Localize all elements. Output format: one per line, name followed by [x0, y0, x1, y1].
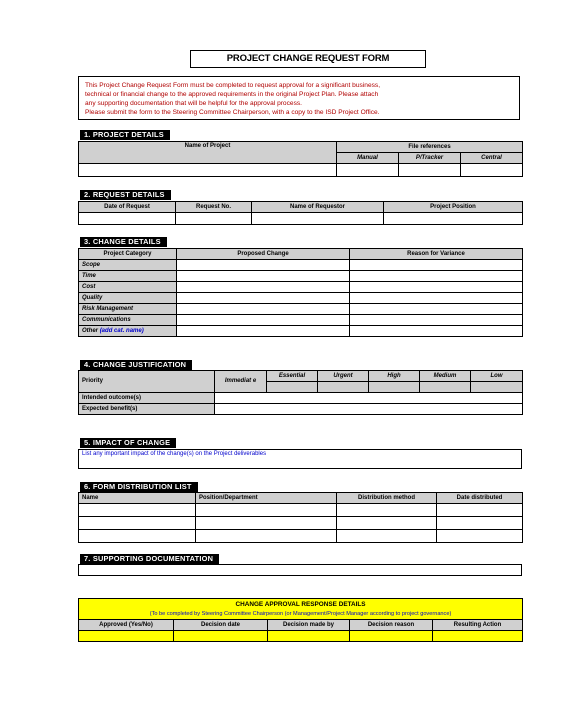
dist-date-cell[interactable] — [437, 504, 523, 517]
priority-essential-cell[interactable] — [267, 382, 318, 393]
proposed-change-cell[interactable] — [177, 293, 350, 304]
priority-immediate: Immediat e — [215, 371, 267, 393]
category-other — [79, 326, 177, 337]
priority-essential: Essential — [267, 371, 318, 382]
intended-outcome-label: Intended outcome(s) — [79, 393, 215, 404]
priority-low: Low — [471, 371, 523, 382]
change-details-table — [78, 248, 523, 337]
reason-cell[interactable] — [350, 271, 523, 282]
dist-position-cell[interactable] — [196, 504, 337, 517]
decision-by-cell[interactable] — [268, 631, 350, 642]
approval-subtitle: (To be completed by Steering Committee Chairperson (or Management/Project Manager according to project governance) — [79, 609, 523, 620]
central-cell[interactable] — [461, 164, 523, 177]
project-position-cell[interactable] — [384, 213, 523, 225]
requestor-cell[interactable] — [252, 213, 384, 225]
approved-cell[interactable] — [79, 631, 174, 642]
decision-date-header: Decision date — [174, 620, 268, 631]
approval-table — [78, 598, 523, 642]
section-heading-project-details: 1. PROJECT DETAILS — [80, 130, 170, 140]
impact-note: List any important impact of the change(s) on the Project deliverables — [82, 451, 267, 457]
category-cost: Cost — [79, 282, 177, 293]
expected-benefit-label: Expected benefit(s) — [79, 404, 215, 415]
form-title: PROJECT CHANGE REQUEST FORM — [190, 50, 426, 68]
dist-position-cell[interactable] — [196, 517, 337, 530]
expected-benefit-cell[interactable] — [215, 404, 523, 415]
proposed-change-cell[interactable] — [177, 260, 350, 271]
dist-name-header: Name — [79, 493, 196, 504]
priority-urgent: Urgent — [318, 371, 369, 382]
change-justification-table — [78, 370, 523, 415]
project-position-header: Project Position — [384, 202, 523, 213]
project-category-header: Project Category — [79, 249, 177, 260]
request-details-table — [78, 201, 523, 225]
intro-box — [78, 76, 520, 120]
date-of-request-header: Date of Request — [79, 202, 176, 213]
priority-medium-cell[interactable] — [420, 382, 471, 393]
dist-date-cell[interactable] — [437, 517, 523, 530]
dist-name-cell[interactable] — [79, 530, 196, 543]
reason-cell[interactable] — [350, 282, 523, 293]
category-risk-management: Risk Management — [79, 304, 177, 315]
request-no-header: Request No. — [176, 202, 252, 213]
decision-by-header: Decision made by — [268, 620, 350, 631]
decision-reason-header: Decision reason — [350, 620, 433, 631]
dist-method-cell[interactable] — [337, 504, 437, 517]
ptracker-header: P/Tracker — [399, 153, 461, 164]
name-of-project-header: Name of Project — [79, 142, 337, 164]
date-of-request-cell[interactable] — [79, 213, 176, 225]
category-time: Time — [79, 271, 177, 282]
reason-cell[interactable] — [350, 304, 523, 315]
dist-name-cell[interactable] — [79, 504, 196, 517]
proposed-change-header: Proposed Change — [177, 249, 350, 260]
priority-label: Priority — [79, 371, 215, 393]
distribution-table — [78, 492, 523, 543]
dist-date-cell[interactable] — [437, 530, 523, 543]
category-scope: Scope — [79, 260, 177, 271]
section-heading-change-justification: 4. CHANGE JUSTIFICATION — [80, 360, 192, 370]
reason-cell[interactable] — [350, 293, 523, 304]
project-details-table — [78, 141, 523, 177]
proposed-change-cell[interactable] — [177, 282, 350, 293]
resulting-action-header: Resulting Action — [433, 620, 523, 631]
impact-cell[interactable] — [79, 450, 522, 469]
approval-title: CHANGE APPROVAL RESPONSE DETAILS — [79, 599, 523, 610]
section-heading-impact: 5. IMPACT OF CHANGE — [80, 438, 176, 448]
priority-high-cell[interactable] — [369, 382, 420, 393]
proposed-change-cell[interactable] — [177, 271, 350, 282]
section-heading-distribution: 6. FORM DISTRIBUTION LIST — [80, 482, 198, 492]
reason-cell[interactable] — [350, 315, 523, 326]
requestor-header: Name of Requestor — [252, 202, 384, 213]
reason-variance-header: Reason for Variance — [350, 249, 523, 260]
file-references-header: File references — [337, 142, 523, 153]
intro-line: This Project Change Request Form must be completed to request approval for a significant business, — [85, 82, 381, 89]
reason-cell[interactable] — [350, 260, 523, 271]
intro-line: technical or financial change to the approved requirements in the original Project Plan. Please attach — [85, 91, 379, 98]
dist-date-header: Date distributed — [437, 493, 523, 504]
other-note: (add cat. name) — [99, 327, 144, 334]
ptracker-cell[interactable] — [399, 164, 461, 177]
category-communications: Communications — [79, 315, 177, 326]
dist-method-cell[interactable] — [337, 517, 437, 530]
priority-urgent-cell[interactable] — [318, 382, 369, 393]
intro-line: any supporting documentation that will be helpful for the approval process. — [85, 100, 302, 107]
dist-position-cell[interactable] — [196, 530, 337, 543]
decision-reason-cell[interactable] — [350, 631, 433, 642]
proposed-change-cell[interactable] — [177, 326, 350, 337]
reason-cell[interactable] — [350, 326, 523, 337]
request-no-cell[interactable] — [176, 213, 252, 225]
supporting-documentation-box[interactable] — [78, 564, 522, 576]
dist-method-header: Distribution method — [337, 493, 437, 504]
priority-low-cell[interactable] — [471, 382, 523, 393]
priority-medium: Medium — [420, 371, 471, 382]
intro-line: Please submit the form to the Steering Committee Chairperson, with a copy to the ISD Project Office. — [85, 109, 380, 116]
impact-table — [78, 449, 522, 469]
resulting-action-cell[interactable] — [433, 631, 523, 642]
section-heading-request-details: 2. REQUEST DETAILS — [80, 190, 171, 200]
central-header: Central — [461, 153, 523, 164]
category-quality: Quality — [79, 293, 177, 304]
priority-high: High — [369, 371, 420, 382]
manual-header: Manual — [337, 153, 399, 164]
section-heading-change-details: 3. CHANGE DETAILS — [80, 237, 167, 247]
intended-outcome-cell[interactable] — [215, 393, 523, 404]
manual-cell[interactable] — [337, 164, 399, 177]
proposed-change-cell[interactable] — [177, 304, 350, 315]
other-label: Other — [82, 327, 99, 334]
dist-name-cell[interactable] — [79, 517, 196, 530]
proposed-change-cell[interactable] — [177, 315, 350, 326]
dist-method-cell[interactable] — [337, 530, 437, 543]
decision-date-cell[interactable] — [174, 631, 268, 642]
approved-header: Approved (Yes/No) — [79, 620, 174, 631]
section-heading-supporting: 7. SUPPORTING DOCUMENTATION — [80, 554, 219, 564]
dist-position-header: Position/Department — [196, 493, 337, 504]
project-name-cell[interactable] — [79, 164, 337, 177]
